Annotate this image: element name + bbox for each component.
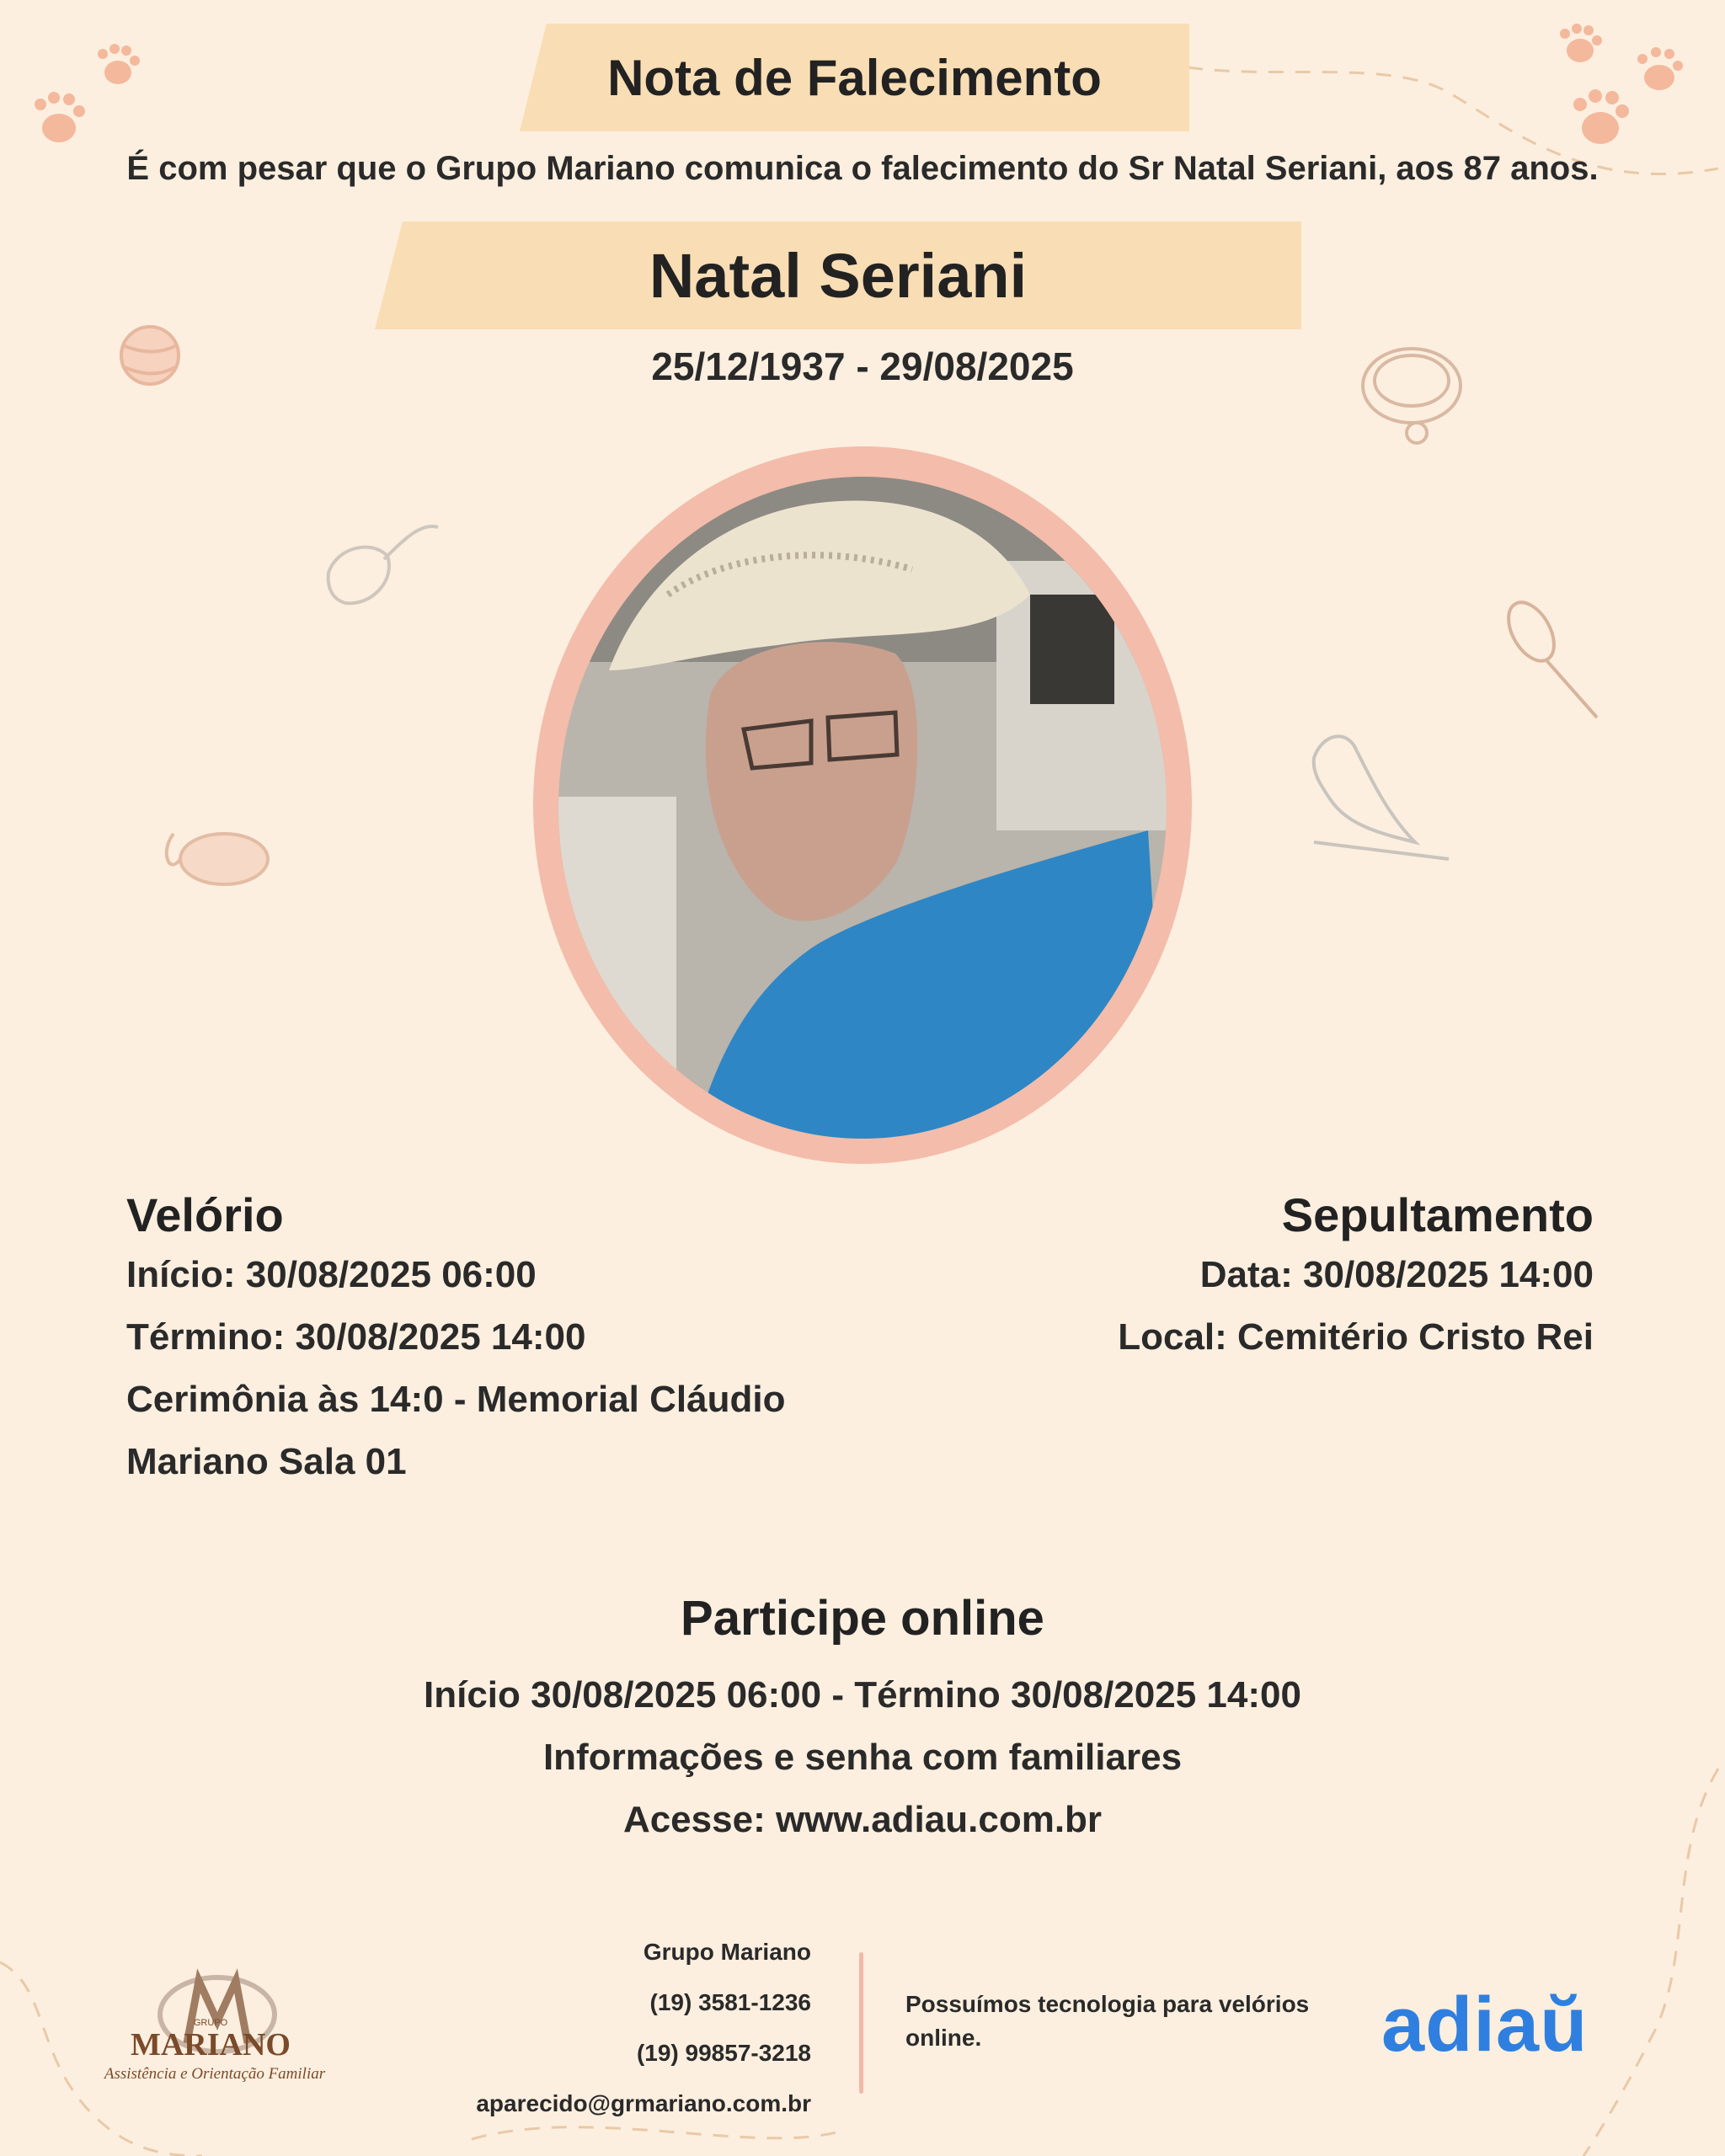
footer-divider: [859, 1952, 863, 2094]
phone-2[interactable]: (19) 99857-3218: [636, 2040, 811, 2066]
mariano-logo-grupo: GRUPO: [193, 2018, 228, 2028]
deceased-name: Natal Seriani: [649, 240, 1028, 311]
online-info: Informações e senha com familiares: [542, 1737, 1183, 1778]
tech-note: Possuímos tecnologia para velórios online.: [905, 1991, 1310, 2051]
company-name: Grupo Mariano: [643, 1939, 811, 1965]
fish-icon: [328, 526, 438, 603]
adiau-logo: adiaŭ: [1381, 1982, 1589, 2068]
velorio-sala: Mariano Sala 01: [126, 1441, 407, 1482]
page-title: Nota de Falecimento: [607, 49, 1102, 106]
mouse-icon: [167, 834, 268, 884]
velorio-termino: Término: 30/08/2025 14:00: [126, 1316, 586, 1358]
mariano-tagline: Assistência e Orientação Familiar: [104, 2065, 326, 2083]
email-link[interactable]: aparecido@grmariano.com.br: [476, 2090, 811, 2116]
velorio-section: [126, 1187, 884, 1493]
phone-1[interactable]: (19) 3581-1236: [649, 1989, 811, 2015]
sepultamento-data: Data: 30/08/2025 14:00: [1199, 1254, 1594, 1295]
sepultamento-local: Local: Cemitério Cristo Rei: [1118, 1316, 1594, 1358]
online-title: Participe online: [681, 1591, 1044, 1646]
intro-text: É com pesar que o Grupo Mariano comunica o falecimento do Sr Natal Seriani, aos 87 anos.: [126, 150, 1599, 187]
velorio-title: Velório: [126, 1188, 284, 1241]
life-dates: 25/12/1937 - 29/08/2025: [651, 344, 1074, 388]
online-period: Início 30/08/2025 06:00 - Término 30/08/2025 14:00: [424, 1674, 1301, 1716]
online-link[interactable]: Acesse: www.adiau.com.br: [622, 1799, 1103, 1840]
deceased-photo: [558, 477, 1167, 1139]
velorio-cerimonia: Cerimônia às 14:0 - Memorial Cláudio: [126, 1379, 786, 1420]
sepultamento-section: [1011, 1187, 1594, 1369]
mariano-logo-text: MARIANO: [131, 2027, 291, 2063]
velorio-inicio: Início: 30/08/2025 06:00: [126, 1254, 537, 1295]
sepultamento-title: Sepultamento: [1281, 1188, 1594, 1241]
brush-icon: [1499, 595, 1597, 718]
bird-icon: [1314, 736, 1449, 859]
